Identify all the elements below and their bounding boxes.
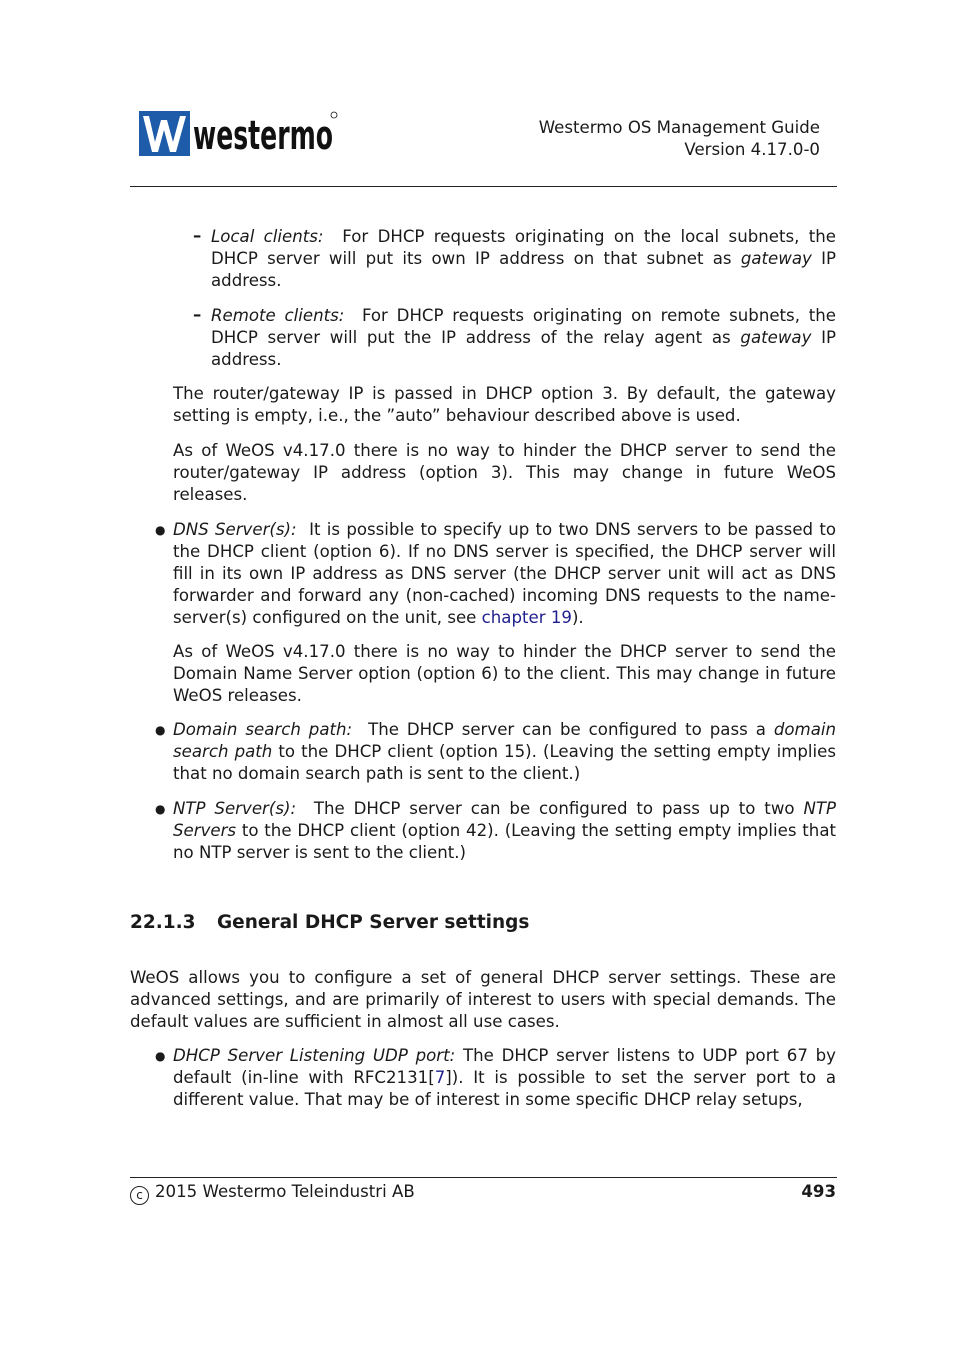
bullet-marker: ● bbox=[155, 1049, 166, 1063]
section-number: 22.1.3 bbox=[130, 912, 196, 933]
bullet-marker: ● bbox=[155, 723, 166, 737]
reference-link[interactable]: 7 bbox=[434, 1068, 446, 1087]
section-title: General DHCP Server settings bbox=[217, 912, 530, 933]
guide-title: Westermo OS Management Guide bbox=[538, 118, 820, 137]
dash-marker: – bbox=[193, 226, 202, 245]
chapter-link[interactable]: chapter 19 bbox=[481, 608, 572, 627]
section-intro: WeOS allows you to configure a set of general DHCP server settings. These are advanced settings, and are primarily of interest to users with special demands. The default values are sufficient in almost all use cases. bbox=[130, 968, 836, 1031]
ntp-server-item: NTP Server(s): The DHCP server can be configured to pass up to two NTP Servers to the DHCP client (option 42). (Leaving the setting empty implies that no NTP server is sent to the client.) bbox=[173, 799, 836, 862]
section-heading bbox=[130, 912, 529, 933]
footer-copyright: c 2015 Westermo Teleindustri AB bbox=[130, 1181, 415, 1205]
copyright-icon: c bbox=[130, 1186, 149, 1205]
header-rule bbox=[130, 186, 837, 187]
dns-note-paragraph: As of WeOS v4.17.0 there is no way to hinder the DHCP server to send the Domain Name Server option (option 6) to the client. This may change in future WeOS releases. bbox=[173, 642, 836, 705]
dns-server-item: DNS Server(s): It is possible to specify up to two DNS servers to be passed to the DHCP client (option 6). If no DNS server is specified, the DHCP server will fill in its own IP address as DNS server (the DHCP server unit will act as DNS forwarder and forward any (non-cached) incoming DNS requests to the name-server(s) configured on the unit, see chapter 19). bbox=[173, 520, 836, 627]
gateway-paragraph: The router/gateway IP is passed in DHCP option 3. By default, the gateway setting is empty, i.e., the ”auto” behaviour described above is used. bbox=[173, 384, 836, 425]
guide-version: Version 4.17.0-0 bbox=[684, 140, 820, 159]
page-header bbox=[539, 117, 820, 161]
udp-port-item: DHCP Server Listening UDP port: The DHCP server listens to UDP port 67 by default (in-line with RFC2131[7]). It is possible to set the server port to a different value. That may be of interest in some specific DHCP relay setups, bbox=[173, 1046, 837, 1109]
bullet-marker: ● bbox=[155, 802, 166, 816]
bullet-marker: ● bbox=[155, 523, 166, 537]
domain-search-item: Domain search path: The DHCP server can be configured to pass a domain search path to the DHCP client (option 15). (Leaving the setting empty implies that no domain search path is sent to the client.) bbox=[173, 720, 836, 783]
local-clients-item: Local clients: For DHCP requests originating on the local subnets, the DHCP server will put its own IP address on that subnet as gateway IP address. bbox=[211, 227, 837, 290]
page-number: 493 bbox=[801, 1182, 836, 1201]
westermo-logo bbox=[139, 110, 339, 158]
svg-text:westermo: westermo bbox=[193, 113, 333, 159]
dash-marker: – bbox=[193, 305, 202, 324]
remote-clients-item: Remote clients: For DHCP requests originating on remote subnets, the DHCP server will put the IP address of the relay agent as gateway IP address. bbox=[211, 306, 837, 369]
footer-rule bbox=[130, 1177, 837, 1178]
gateway-note-paragraph: As of WeOS v4.17.0 there is no way to hinder the DHCP server to send the router/gateway IP address (option 3). This may change in future WeOS releases. bbox=[173, 441, 836, 504]
